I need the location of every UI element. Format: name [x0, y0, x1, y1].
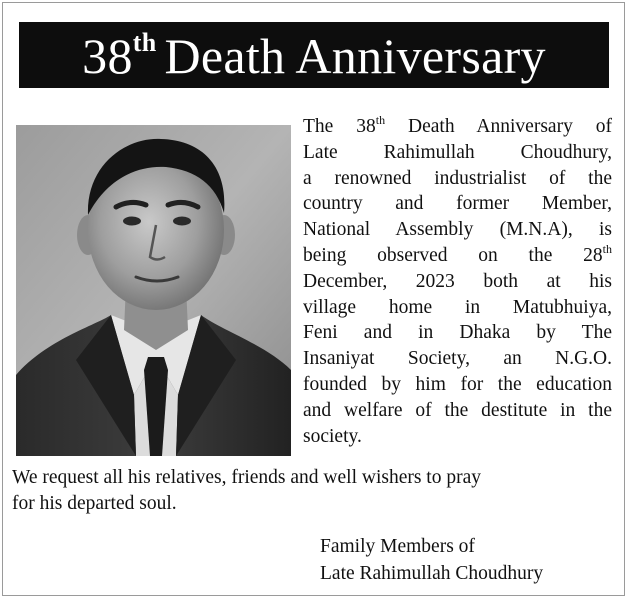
- signature-line-2: Late Rahimullah Choudhury: [320, 563, 544, 584]
- banner-number: 38: [82, 28, 133, 84]
- notice-line-11: founded by him for the education: [303, 373, 612, 395]
- banner-title-text: Death Anniversary: [164, 28, 546, 84]
- signature-block: [320, 533, 620, 587]
- notice-line-2: Late Rahimullah Choudhury,: [303, 141, 612, 163]
- notice-line-6: being observed on the 28th: [303, 241, 612, 266]
- banner-ordinal-suffix: th: [132, 28, 157, 57]
- title-banner: [19, 22, 609, 88]
- notice-line-13: society.: [303, 425, 362, 447]
- notice-line-4: country and former Member,: [303, 193, 612, 215]
- banner-title: [82, 28, 546, 84]
- request-line-1: We request all his relatives, friends and well wishers to pray: [12, 467, 481, 488]
- notice-line-12: and welfare of the destitute in the: [303, 399, 612, 421]
- portrait-photo: [16, 125, 291, 456]
- notice-line-10: Insaniyat Society, an N.G.O.: [303, 348, 612, 370]
- notice-line-9: Feni and in Dhaka by The: [303, 322, 612, 344]
- notice-line-3: a renowned industrialist of the: [303, 167, 612, 189]
- request-line-2: for his departed soul.: [12, 493, 177, 514]
- notice-line-7: December, 2023 both at his: [303, 270, 612, 292]
- portrait-photo-icon: [16, 125, 291, 456]
- notice-line-8: village home in Matubhuiya,: [303, 296, 612, 318]
- prayer-request: [12, 465, 616, 517]
- notice-line-1: The 38th Death Anniversary of: [303, 113, 612, 137]
- notice-paragraph: [303, 114, 612, 449]
- notice-line-5: National Assembly (M.N.A), is: [303, 219, 612, 241]
- signature-line-1: Family Members of: [320, 536, 475, 557]
